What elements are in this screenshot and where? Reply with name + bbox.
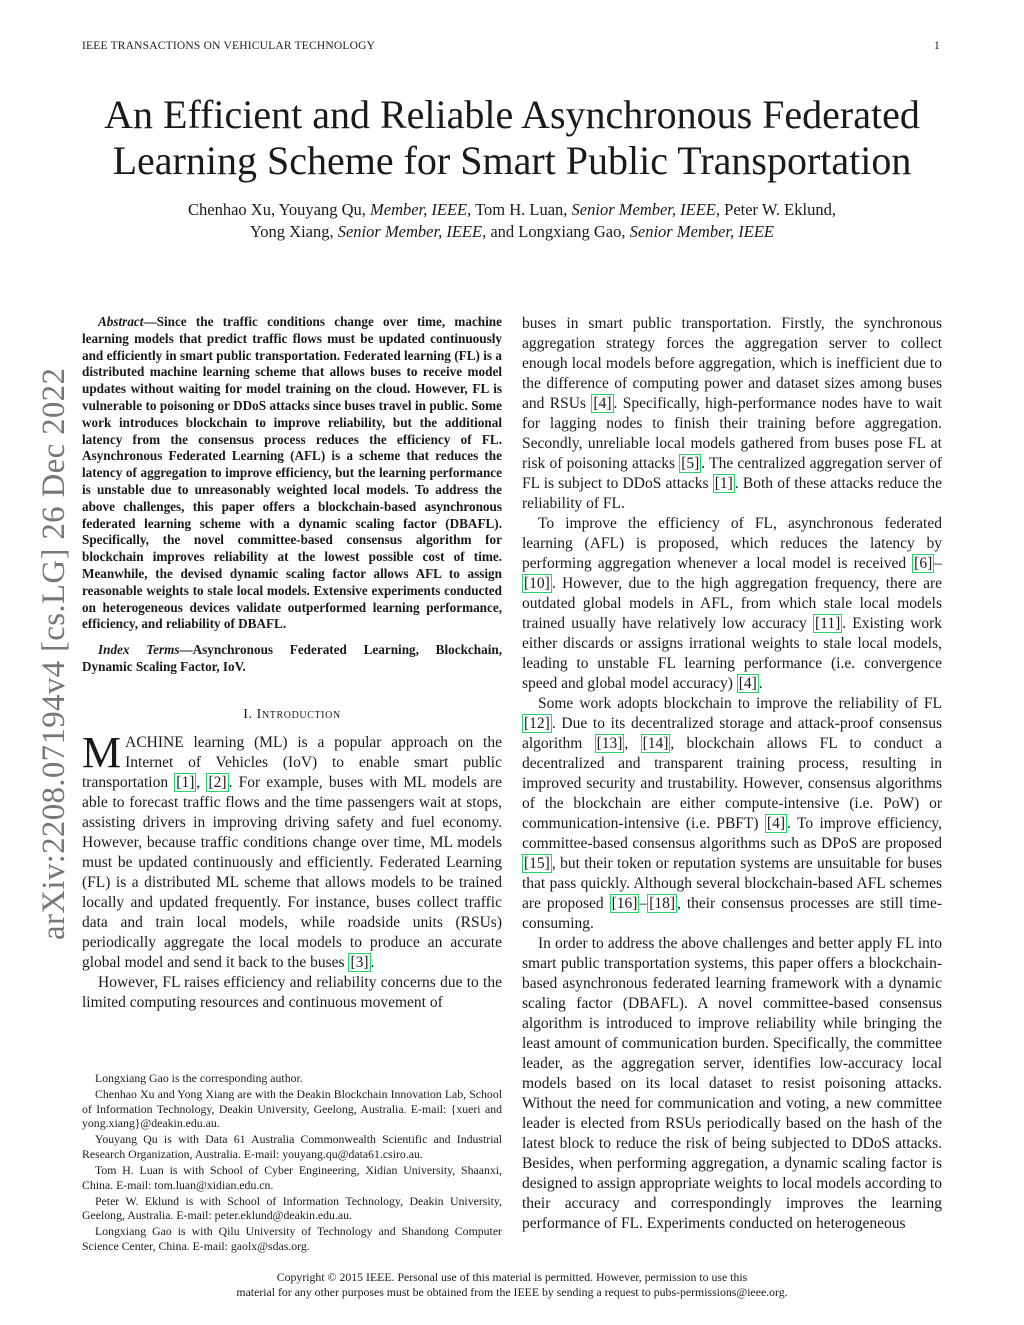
footnote: Chenhao Xu and Yong Xiang are with the Deakin Blockchain Innovation Lab, School of Information Technology, Deakin University, Geelong, Australia. E-mail: {xueri and yong.xiang}@deakin.edu.au. bbox=[82, 1087, 502, 1131]
text-run: However, FL raises efficiency and reliability concerns due to the limited computing resources and continuous movement of bbox=[82, 973, 502, 1011]
footnote: Tom H. Luan is with School of Cyber Engineering, Xidian University, Shaanxi, China. E-mail: tom.luan@xidian.edu.cn. bbox=[82, 1163, 502, 1192]
intro-paragraph bbox=[82, 973, 502, 1013]
citation-link[interactable]: [14] bbox=[642, 735, 669, 752]
author-line-1 bbox=[60, 199, 964, 221]
citation-link[interactable]: [1] bbox=[176, 773, 195, 791]
dropcap: M bbox=[82, 727, 122, 777]
index-terms bbox=[82, 642, 502, 676]
text-run: . However, due to the high aggregation frequency, there are outdated global models in AFL, from which stale local models trained usually have relatively low accuracy bbox=[522, 575, 942, 632]
author-name: Tom H. Luan, bbox=[471, 200, 572, 219]
page-number: 1 bbox=[934, 40, 940, 52]
text-run: , bbox=[196, 773, 207, 791]
author-membership: Senior Member, IEEE, bbox=[337, 222, 487, 241]
index-terms-label: Index Terms bbox=[98, 642, 180, 658]
text-run: – bbox=[639, 895, 648, 912]
author-list bbox=[60, 199, 964, 243]
text-run: , but their token or reputation systems are unsuitable for buses that pass quickly. Although several blockchain-based AFL schemes are proposed bbox=[522, 855, 942, 912]
text-run: ACHINE learning (ML) is a popular approach on the Internet of Vehicles (IoV) to enable smart public transportation bbox=[82, 733, 502, 791]
arxiv-watermark: arXiv:2208.07194v4 [cs.LG] 26 Dec 2022 bbox=[36, 367, 72, 940]
copyright-line-1: Copyright © 2015 IEEE. Personal use of this material is permitted. However, permission to use this bbox=[276, 1270, 748, 1284]
footnote: Youyang Qu is with Data 61 Australia Commonwealth Scientific and Industrial Research Organization, Australia. E-mail: youyang.qu@data61.csiro.au. bbox=[82, 1132, 502, 1161]
author-name: Peter W. Eklund, bbox=[720, 200, 836, 219]
text-run: . bbox=[758, 675, 763, 692]
text-run: . To improve efficiency, committee-based consensus algorithms such as DPoS are proposed bbox=[522, 815, 942, 852]
citation-link[interactable]: [2] bbox=[208, 773, 227, 791]
left-column bbox=[82, 314, 502, 1013]
author-name: Chenhao Xu, Youyang Qu, bbox=[188, 200, 370, 219]
title-line-2: Learning Scheme for Smart Public Transportation bbox=[112, 138, 912, 183]
citation-link[interactable]: [3] bbox=[350, 953, 369, 971]
citation-link[interactable]: [11] bbox=[814, 615, 841, 632]
author-membership: Senior Member, IEEE bbox=[629, 222, 774, 241]
title-line-1: An Efficient and Reliable Asynchronous Federated bbox=[104, 92, 920, 137]
text-run: . Specifically, high-performance nodes have to wait for lagging nodes to finish their training before aggregation. Secondly, unreliable local models gathered from buses pose FL at risk of poisoning attacks bbox=[522, 395, 942, 472]
section-heading: I. Introduction bbox=[243, 706, 341, 722]
citation-link[interactable]: [5] bbox=[681, 455, 700, 472]
text-run: , blockchain allows FL to conduct a decentralized and transparent training process, resulting in improved security and trustability. However, consensus algorithms of the blockchain are either compute-intensive (i.e. PoW) or communication-intensive (i.e. PBFT) bbox=[522, 735, 942, 832]
copyright-line-2: material for any other purposes must be obtained from the IEEE by sending a request to pubs-permissions@ieee.org. bbox=[236, 1285, 788, 1299]
footnote: Peter W. Eklund is with School of Information Technology, Deakin University, Geelong, Australia. E-mail: peter.eklund@deakin.edu.au. bbox=[82, 1193, 502, 1223]
intro-paragraph bbox=[522, 694, 942, 934]
text-run: . Due to its decentralized storage and attack-proof consensus algorithm bbox=[522, 715, 942, 752]
paper-title bbox=[40, 92, 984, 184]
text-run: . The centralized aggregation server of FL is subject to DDoS attacks bbox=[522, 455, 942, 492]
text-run: – bbox=[934, 555, 942, 572]
text-run: , their consensus processes are still time-consuming. bbox=[522, 895, 943, 932]
citation-link[interactable]: [15] bbox=[524, 855, 550, 872]
text-run: , bbox=[624, 735, 641, 752]
footnote: Longxiang Gao is with Qilu University of Technology and Shandong Computer Science Center, China. E-mail: gaolx@sdas.org. bbox=[82, 1224, 502, 1254]
abstract-label: Abstract bbox=[98, 314, 144, 329]
text-run: In order to address the above challenges and better apply FL into smart public transportation systems, this paper offers a blockchain-based asynchronous federated learning framework with a dynamic scaling factor (DBAFL). A novel committee-based consensus algorithm is introduced to improve reliability while bringing the least amount of communication burden. Specifically, the committee leader, as the aggregation server, identifies low-accuracy local models based on its local dataset to resist poisoning attacks. Without the need for communication and voting, a new committee leader is elected from RSUs periodically based on the hash of the latest block to reduce the risk of being subjected to DDoS attacks. Besides, when performing aggregation, a dynamic scaling factor is designed to assign appropriate weights to local models according to their accuracy and correspondingly improves the learning performance of FL. Experiments conducted on heterogeneous bbox=[522, 935, 942, 1232]
author-membership: Member, IEEE, bbox=[370, 200, 472, 219]
text-run: . bbox=[370, 953, 375, 971]
copyright-notice bbox=[100, 1270, 924, 1300]
text-run: . For example, buses with ML models are able to forecast traffic flows and the time passengers wait at stops, assisting drivers in improving driving safety and fuel economy. However, because traffic conditions change over time, ML models must be updated continuously and efficiently. Federated Learning (FL) is a distributed ML scheme that allows models to be trained locally and updated frequently. For instance, buses collect traffic data and train local models, while roadside units (RSUs) periodically aggregate the local models to produce an accurate global model and send it back to the buses bbox=[82, 773, 503, 971]
intro-paragraph-continued bbox=[522, 314, 942, 514]
abstract-text: —Since the traffic conditions change over time, machine learning models that predict traffic flows must be updated continuously and efficiently in smart public transportation. Federated learning (FL) is a distributed machine learning scheme that allows buses to receive model updates without waiting for model training on the cloud. However, FL is vulnerable to poisoning or DDoS attacks since buses travel in public. Some work introduces blockchain to improve reliability, but the additional latency from the consensus process reduces the efficiency of FL. Asynchronous Federated Learning (AFL) is a scheme that reduces the latency of aggregation to improve efficiency, but the learning performance is unstable due to unreasonably weighted local models. To address the above challenges, this paper offers a blockchain-based asynchronous federated learning scheme with a dynamic scaling factor (DBAFL). Specifically, the novel committee-based consensus algorithm for blockchain improves reliability at the lowest possible cost of time. Meanwhile, the devised dynamic scaling factor allows AFL to assign reasonable weights to stale local models. Extensive experiments conducted on heterogeneous devices validate outperformed learning performance, efficiency, and reliability of DBAFL. bbox=[82, 314, 502, 632]
author-name: Yong Xiang, bbox=[250, 222, 338, 241]
text-run: buses in smart public transportation. Firstly, the synchronous aggregation strategy forces the aggregation server to collect enough local models before aggregation, which is inefficient due to the difference of computing power and dataset sizes among buses and RSUs bbox=[522, 315, 942, 412]
citation-link[interactable]: [4] bbox=[766, 815, 785, 832]
citation-link[interactable]: [4] bbox=[738, 675, 757, 692]
citation-link[interactable]: [18] bbox=[649, 895, 676, 912]
footnotes bbox=[82, 1071, 502, 1255]
intro-paragraph bbox=[82, 727, 503, 973]
text-run: . Both of these attacks reduce the reliability of FL. bbox=[522, 475, 942, 512]
running-header: IEEE TRANSACTIONS ON VEHICULAR TECHNOLOGY bbox=[82, 40, 376, 52]
author-line-2 bbox=[60, 221, 964, 243]
citation-link[interactable]: [10] bbox=[524, 575, 550, 592]
right-column bbox=[522, 314, 942, 1234]
citation-link[interactable]: [1] bbox=[714, 475, 733, 492]
text-run: . Existing work either discards or assigns irrational weights to stale local models, leading to unstable FL learning performance (i.e. convergence speed and global model accuracy) bbox=[522, 615, 942, 692]
intro-paragraph bbox=[522, 514, 942, 694]
text-run: Some work adopts blockchain to improve the reliability of FL bbox=[538, 695, 942, 712]
author-membership: Senior Member, IEEE, bbox=[571, 200, 721, 219]
intro-paragraph bbox=[522, 934, 942, 1234]
citation-link[interactable]: [6] bbox=[914, 555, 933, 572]
text-run: To improve the efficiency of FL, asynchronous federated learning (AFL) is proposed, which reduces the latency by performing aggregation whenever a local model is received bbox=[522, 515, 942, 572]
citation-link[interactable]: [13] bbox=[596, 735, 623, 752]
author-name: and Longxiang Gao, bbox=[486, 222, 630, 241]
citation-link[interactable]: [12] bbox=[524, 715, 550, 732]
footnote: Longxiang Gao is the corresponding author. bbox=[95, 1071, 303, 1085]
index-terms-text: —Asynchronous Federated Learning, Blockchain, Dynamic Scaling Factor, IoV. bbox=[82, 642, 502, 674]
citation-link[interactable]: [4] bbox=[593, 395, 612, 412]
citation-link[interactable]: [16] bbox=[611, 895, 638, 912]
abstract bbox=[82, 314, 502, 633]
